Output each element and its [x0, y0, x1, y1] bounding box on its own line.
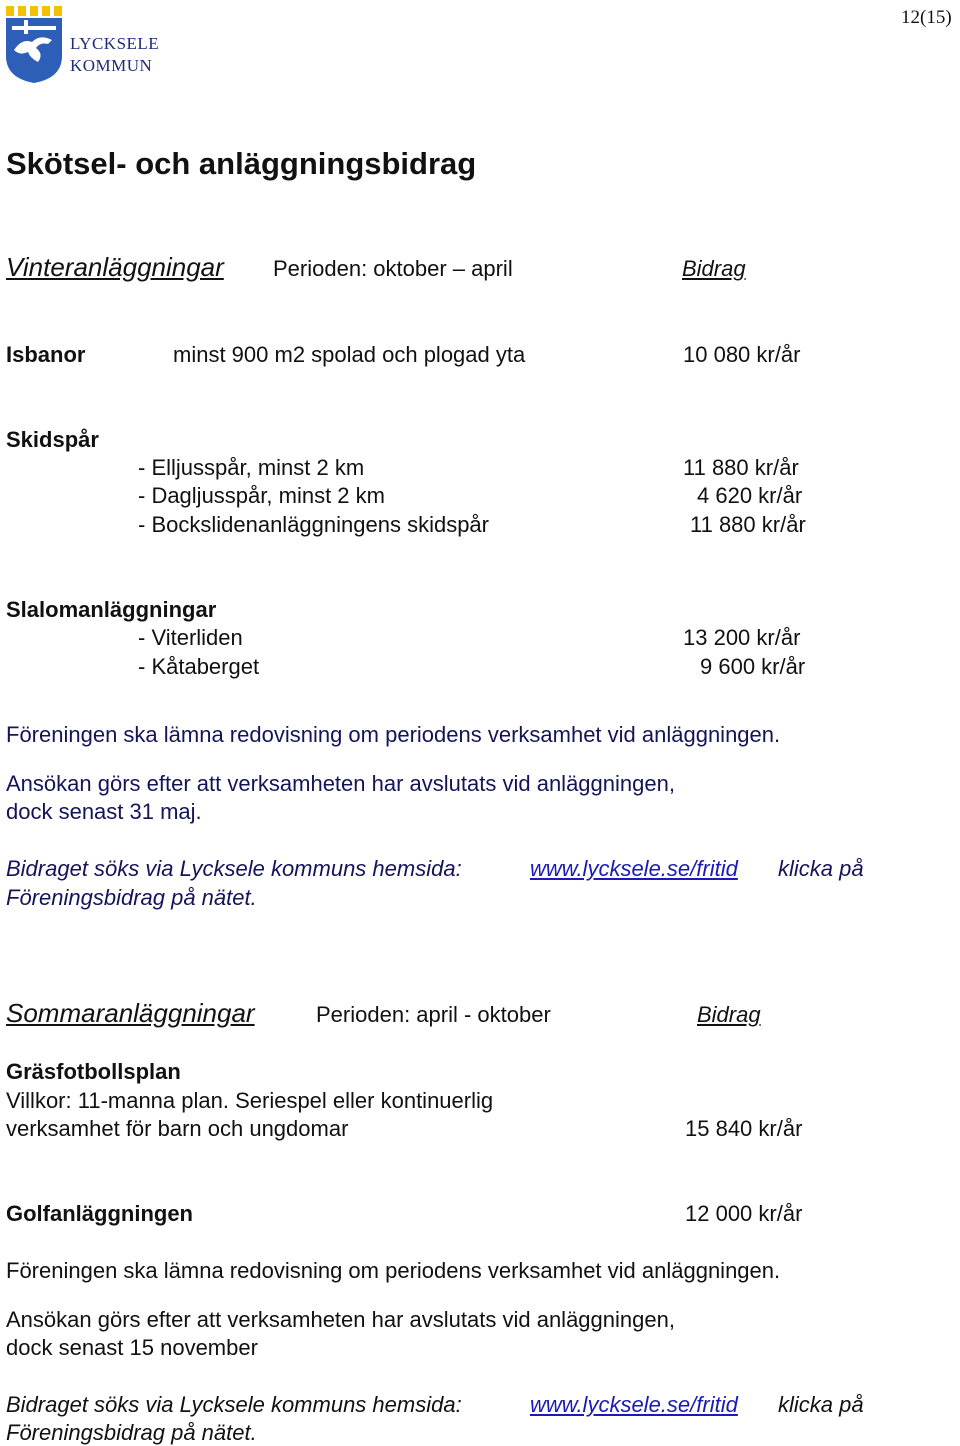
- summer-apply-line2: Föreningsbidrag på nätet.: [6, 1420, 257, 1445]
- winter-period: Perioden: oktober – april: [273, 256, 513, 281]
- summer-period: Perioden: april - oktober: [316, 1002, 551, 1027]
- winter-bidrag-label: Bidrag: [682, 256, 746, 281]
- grasfotboll-conditions: Villkor: 11-manna plan. Seriespel eller kontinuerlig: [6, 1088, 494, 1113]
- grasfotboll-conditions-line2: verksamhet för barn och ungdomar: [6, 1116, 349, 1141]
- list-item: - Bockslidenanläggningens skidspår: [138, 512, 489, 537]
- winter-apply-suffix: klicka på: [778, 856, 864, 881]
- winter-heading: Vinteranläggningar: [6, 252, 224, 282]
- winter-fritid-link[interactable]: www.lycksele.se/fritid: [530, 856, 738, 881]
- list-item: - Elljusspår, minst 2 km: [138, 455, 365, 480]
- logo-text-line2: KOMMUN: [70, 56, 153, 75]
- grasfotboll-heading: Gräsfotbollsplan: [6, 1059, 181, 1084]
- list-item: - Kåtaberget: [138, 654, 260, 679]
- list-item-amount: 11 880 kr/år: [690, 512, 806, 537]
- isbanor-amount: 10 080 kr/år: [683, 342, 801, 367]
- isbanor-label: Isbanor: [6, 342, 86, 367]
- summer-apply-deadline: Ansökan görs efter att verksamheten har avslutats vid anläggningen,: [6, 1307, 675, 1332]
- golf-amount: 12 000 kr/år: [685, 1201, 803, 1226]
- coat-of-arms-icon: [4, 4, 64, 84]
- list-item: - Viterliden: [138, 625, 243, 650]
- summer-report-note: Föreningen ska lämna redovisning om periodens verksamhet vid anläggningen.: [6, 1258, 781, 1283]
- page-title: Skötsel- och anläggningsbidrag: [6, 146, 477, 181]
- list-item-amount: 11 880 kr/år: [683, 455, 799, 480]
- summer-fritid-link[interactable]: www.lycksele.se/fritid: [530, 1392, 738, 1417]
- golf-heading: Golfanläggningen: [6, 1201, 193, 1226]
- summer-apply-suffix: klicka på: [778, 1392, 864, 1417]
- logo-text-line1: LYCKSELE: [70, 34, 160, 53]
- isbanor-desc: minst 900 m2 spolad och plogad yta: [173, 342, 526, 367]
- list-item-amount: 9 600 kr/år: [700, 654, 806, 679]
- list-item: - Dagljusspår, minst 2 km: [138, 483, 385, 508]
- list-item-amount: 4 620 kr/år: [697, 483, 803, 508]
- list-item-amount: 13 200 kr/år: [683, 625, 801, 650]
- skidspar-heading: Skidspår: [6, 427, 99, 452]
- grasfotboll-amount: 15 840 kr/år: [685, 1116, 803, 1141]
- winter-report-note: Föreningen ska lämna redovisning om periodens verksamhet vid anläggningen.: [6, 722, 781, 747]
- page-number: 12(15): [901, 7, 952, 28]
- summer-heading: Sommaranläggningar: [6, 998, 255, 1028]
- winter-apply-deadline-date: dock senast 31 maj.: [6, 799, 202, 824]
- slalom-heading: Slalomanläggningar: [6, 597, 217, 622]
- winter-apply-line2: Föreningsbidrag på nätet.: [6, 885, 257, 910]
- winter-apply-text: Bidraget söks via Lycksele kommuns hemsida:: [6, 856, 462, 881]
- summer-bidrag-label: Bidrag: [697, 1002, 761, 1027]
- summer-apply-text: Bidraget söks via Lycksele kommuns hemsida:: [6, 1392, 462, 1417]
- municipality-logo: [4, 4, 160, 84]
- winter-apply-deadline: Ansökan görs efter att verksamheten har avslutats vid anläggningen,: [6, 771, 675, 796]
- summer-apply-deadline-date: dock senast 15 november: [6, 1335, 258, 1360]
